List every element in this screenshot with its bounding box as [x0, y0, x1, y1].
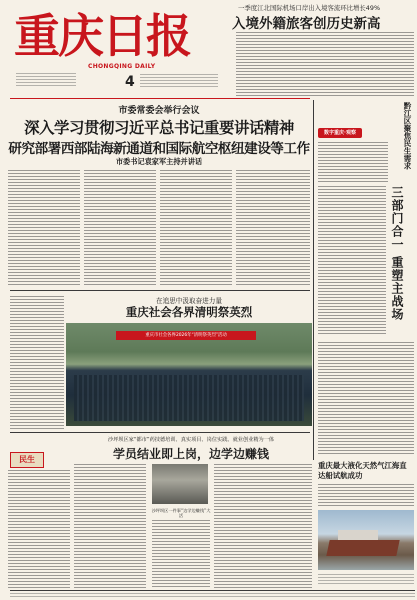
training-photo: [152, 464, 208, 504]
ship-hull: [326, 540, 399, 556]
right-column: [316, 100, 415, 460]
lead-story: [8, 100, 310, 288]
right-vertical-headline: 三部门合一 重塑主战场: [390, 186, 404, 322]
training-kicker: 沙坪坝区家“都市”药技德培训、真实项目、岗位实践、就业创业精为一体: [107, 437, 275, 443]
masthead: [0, 0, 417, 100]
right-vertical-kicker: 黔江区聚焦民生需求: [403, 102, 412, 170]
memorial-banner-text: 重庆市社会各界2026年“清明祭英烈”活动: [145, 333, 227, 338]
lead-body-col2: [84, 170, 156, 286]
qingming-photo: [66, 323, 312, 426]
top-story-body: [236, 32, 414, 96]
training-side-note: 沙坪坝区一件事“边学边赚钱”大活: [151, 508, 211, 518]
lead-bottom-rule: [10, 290, 310, 291]
lead-headline-line1: 深入学习贯彻习近平总书记重要讲话精神: [24, 119, 294, 137]
lead-subhead: 市委书记袁家军主持并讲话: [115, 157, 203, 166]
story-qingming: [66, 292, 312, 432]
training-col4: [214, 464, 312, 588]
masthead-divider: [10, 98, 310, 99]
footer-rule: [10, 590, 415, 591]
lead-body-col1: [8, 170, 80, 286]
right-body-upper: [318, 186, 386, 336]
lng-headline: 重庆最大液化天然气江海直达船试航成功: [318, 461, 407, 480]
qingming-caption-left: [10, 422, 64, 430]
lng-ship-photo: [318, 510, 414, 570]
qingming-kicker: 在追思中汲取奋进力量: [156, 297, 222, 305]
masthead-info-left: [16, 73, 76, 86]
training-left-col: [8, 470, 70, 588]
digital-badge: [318, 128, 362, 138]
digital-badge-label: 数字重庆·观察: [324, 130, 356, 136]
left-narrow-column: [10, 296, 64, 420]
right-body-lower: [318, 342, 414, 456]
masthead-info-right: [140, 74, 218, 87]
crowd-rows: [74, 375, 304, 421]
memorial-banner: [116, 331, 256, 340]
top-kicker: 一季度江北国际机场口岸出入境客流环比增长49%: [238, 4, 381, 12]
lng-photo-caption: [318, 574, 414, 584]
qingming-bottom-rule: [10, 432, 310, 433]
top-headline: 入境外籍旅客创历史新高: [232, 16, 381, 32]
story-training: [8, 434, 314, 590]
lng-body: [318, 484, 414, 508]
lead-body-col4: [236, 170, 310, 286]
ship-deck: [338, 530, 378, 540]
footer-line: [10, 593, 415, 597]
newspaper-english-name: CHONGQING DAILY: [88, 63, 156, 70]
lead-body-col3: [160, 170, 232, 286]
right-column-divider: [313, 100, 314, 460]
lead-headline-line2: 研究部署西部陆海新通道和国际航空枢纽建设等工作: [8, 141, 310, 157]
qingming-headline: 重庆社会各界清明祭英烈: [125, 305, 253, 319]
lead-kicker: 市委常委会举行会议: [118, 106, 200, 116]
newspaper-title: 重庆日报: [14, 9, 190, 63]
minsheng-badge-label: 民生: [19, 455, 35, 464]
training-col2: [74, 464, 146, 588]
story-lng-ship: [316, 460, 415, 588]
issue-number: 4: [125, 74, 135, 90]
training-headline: 学员结业即上岗，边学边赚钱: [112, 447, 269, 461]
right-intro-text: [318, 142, 388, 182]
training-col3: [152, 520, 210, 588]
minsheng-badge: [10, 452, 44, 468]
